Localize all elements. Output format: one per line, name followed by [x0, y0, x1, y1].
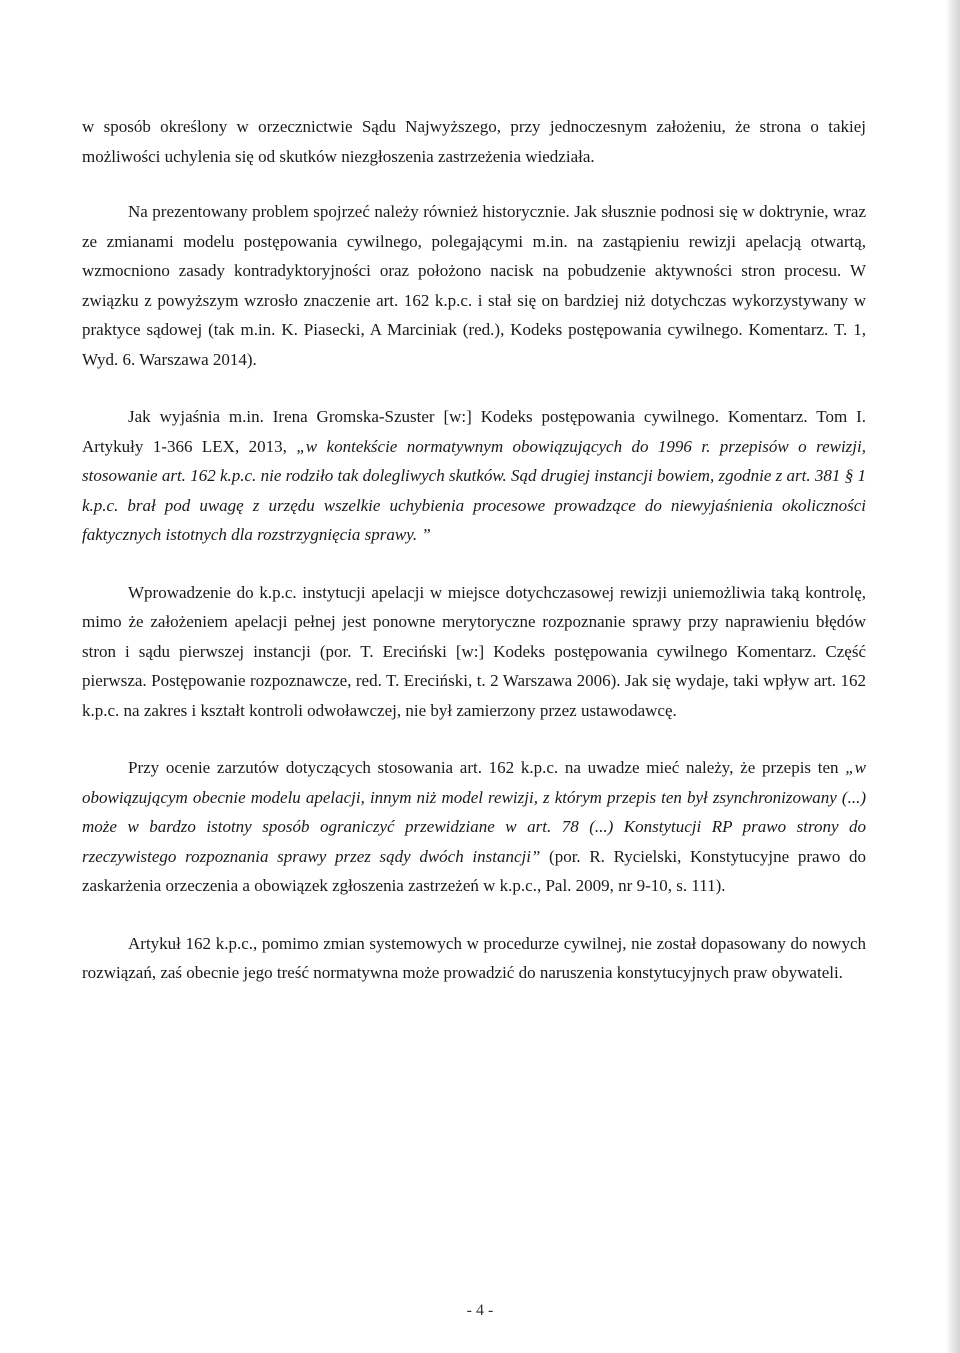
- paragraph-3-quote: „w kontekście normatywnym obowiązujących do 1996 r. przepisów o rewizji, stosowanie art. 162 k.p.c. nie rodziło tak dolegliwych skutków. Sąd drugiej instancji bowiem, zgodnie z art. 381 § 1 k.p.c. brał pod uwagę z urzędu wszelkie uchybienia procesowe prowadzące do niewyjaśnienia okoliczności faktycznych istotnych dla rozstrzygnięcia sprawy. ”: [82, 436, 866, 544]
- paragraph-2-text: Na prezentowany problem spojrzeć należy również historycznie. Jak słusznie podnosi się w doktrynie, wraz ze zmianami modelu postępowania cywilnego, polegającymi m.in. na zastąpieniu rewizji apelacją otwartą, wzmocniono zasady kontradyktoryjności oraz położono nacisk na pobudzenie aktywności stron procesu. W związku z powyższym wzrosło znaczenie art. 162 k.p.c. i stał się on bardziej niż dotychczas wykorzystywany w praktyce sądowej (tak m.in. K. Piasecki, A Marciniak (red.), Kodeks postępowania cywilnego. Komentarz. T. 1, Wyd. 6. Warszawa 2014).: [82, 202, 866, 369]
- page-number: - 4 -: [466, 1302, 494, 1319]
- paragraph-4: [82, 578, 866, 726]
- paragraph-4-text: Wprowadzenie do k.p.c. instytucji apelacji w miejsce dotychczasowej rewizji uniemożliwia taką kontrolę, mimo że założeniem apelacji pełnej jest ponowne merytoryczne rozpoznanie sprawy przy naprawieniu błędów stron i sądu pierwszej instancji (por. T. Ereciński [w:] Kodeks postępowania cywilnego Komentarz. Część pierwsza. Postępowanie rozpoznawcze, red. T. Ereciński, t. 2 Warszawa 2006). Jak się wydaje, taki wpływ art. 162 k.p.c. na zakres i kształt kontroli odwoławczej, nie był zamierzony przez ustawodawcę.: [82, 582, 866, 720]
- document-body: [82, 112, 866, 1016]
- paragraph-1: [82, 112, 866, 171]
- paragraph-3: [82, 402, 866, 550]
- paragraph-5-text: Przy ocenie zarzutów dotyczących stosowania art. 162 k.p.c. na uwadze mieć należy, że przepis ten: [128, 758, 846, 777]
- paragraph-5: [82, 753, 866, 901]
- paragraph-5-quote: „w obowiązującym obecnie modelu apelacji, innym niż model rewizji, z którym przepis ten był zsynchronizowany (...) może w bardzo istotny sposób ograniczyć przewidziane w art. 78 (...) Konstytucji RP prawo strony do rzeczywistego rozpoznania sprawy przez sądy dwóch instancji”: [82, 758, 866, 866]
- paragraph-5-citation: (por. R. Rycielski, Konstytucyjne prawo do zaskarżenia orzeczenia a obowiązek zgłoszenia zastrzeżeń w k.p.c., Pal. 2009, nr 9-10, s. 111).: [82, 846, 866, 895]
- paragraph-2: [82, 197, 866, 374]
- paragraph-3-text: Jak wyjaśnia m.in. Irena Gromska-Szuster [w:] Kodeks postępowania cywilnego. Komentarz. Tom I. Artykuły 1-366 LEX, 2013,: [82, 407, 866, 456]
- paragraph-6: [82, 929, 866, 988]
- paragraph-6-text: Artykuł 162 k.p.c., pomimo zmian systemowych w procedurze cywilnej, nie został dopasowany do nowych rozwiązań, zaś obecnie jego treść normatywna może prowadzić do naruszenia konstytucyjnych praw obywateli.: [82, 933, 866, 982]
- scan-edge-shadow: [946, 0, 960, 1353]
- paragraph-1-text: w sposób określony w orzecznictwie Sądu Najwyższego, przy jednoczesnym założeniu, że strona o takiej możliwości uchylenia się od skutków niezgłoszenia zastrzeżenia wiedziała.: [82, 117, 866, 166]
